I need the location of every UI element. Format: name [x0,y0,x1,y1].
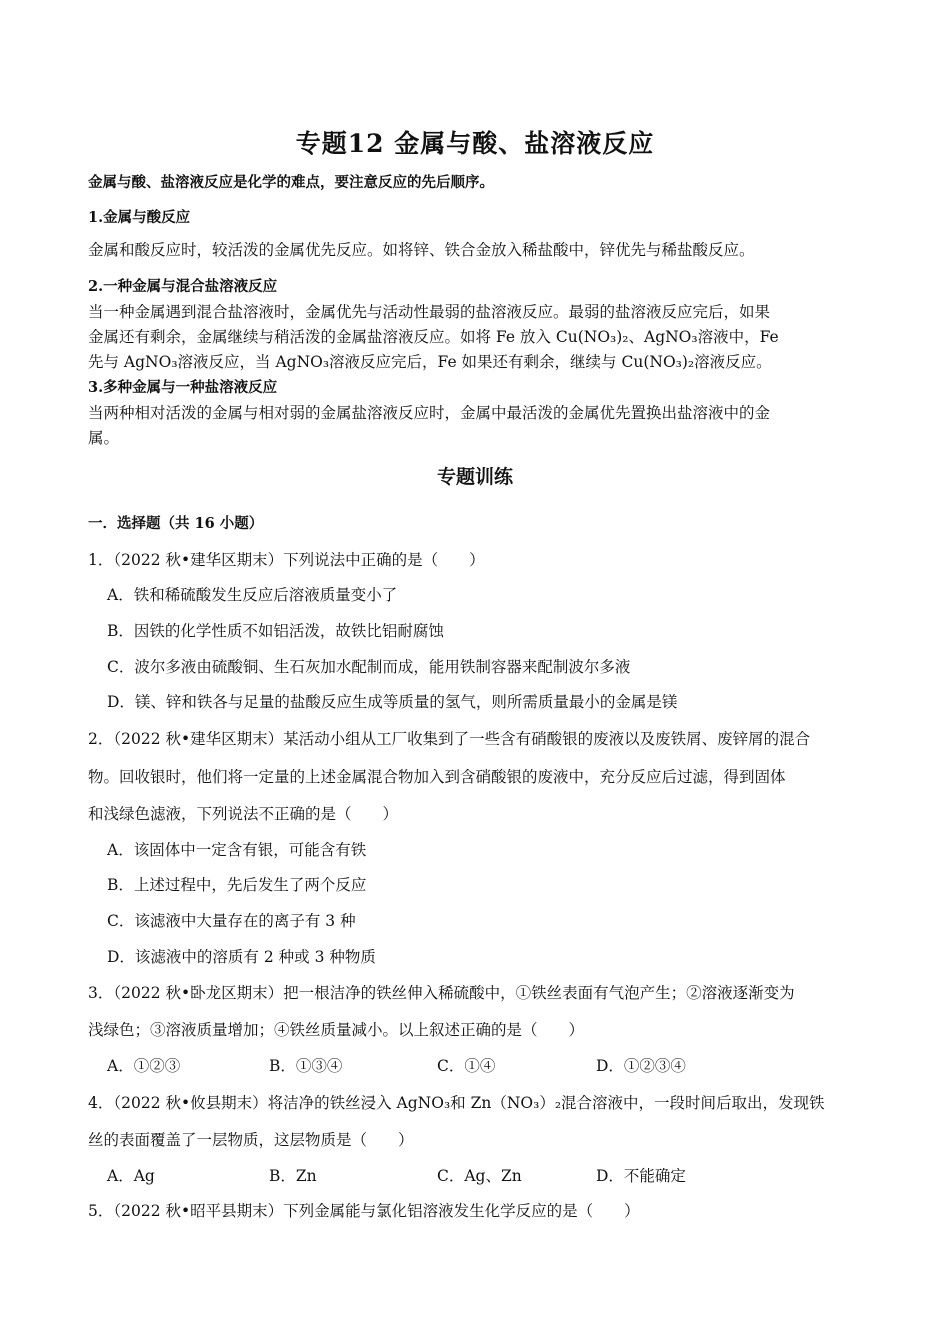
document-title: 专题12 金属与酸、盐溶液反应 [295,129,655,158]
question-1-option-c: C．波尔多液由硫酸铜、生石灰加水配制而成，能用铁制容器来配制波尔多液 [107,658,631,676]
question-3-option-a: A．①②③ [107,1057,181,1075]
question-5-line-1: 5．（2022 秋•昭平县期末）下列金属能与氯化铝溶液发生化学反应的是（ ） [88,1202,640,1220]
question-2-option-b: B．上述过程中，先后发生了两个反应 [107,876,367,894]
question-1-line-1: 1．（2022 秋•建华区期末）下列说法中正确的是（ ） [88,551,485,569]
section-body-2-line-1: 当一种金属遇到混合盐溶液时，金属优先与活动性最弱的盐溶液反应。最弱的盐溶液反应完后，如果 [88,303,771,321]
question-2-line-2: 物。回收银时，他们将一定量的上述金属混合物加入到含硝酸银的废液中，充分反应后过滤，得到固体 [88,768,786,786]
question-2-option-a: A．该固体中一定含有银，可能含有铁 [107,841,367,859]
question-4-option-a: A．Ag [107,1167,155,1185]
section-heading-2: 2.一种金属与混合盐溶液反应 [88,278,278,295]
question-1-option-b: B．因铁的化学性质不如铝活泼，故铁比铝耐腐蚀 [107,622,444,640]
section-heading-1: 1.金属与酸反应 [88,209,191,226]
section-body-2-line-3: 先与 AgNO₃溶液反应，当 AgNO₃溶液反应完后，Fe 如果还有剩余，继续与 Cu(NO₃)₂溶液反应。 [88,353,772,371]
question-1-option-a: A．铁和稀硫酸发生反应后溶液质量变小了 [107,586,398,604]
question-3-line-2: 浅绿色；③溶液质量增加；④铁丝质量减小。以上叙述正确的是（ ） [88,1021,585,1039]
question-4-option-c: C．Ag、Zn [437,1167,522,1185]
section-body-3-line-2: 属。 [88,429,120,447]
question-4-line-2: 丝的表面覆盖了一层物质，这层物质是（ ） [88,1131,414,1149]
intro-text: 金属与酸、盐溶液反应是化学的难点，要注意反应的先后顺序。 [88,174,494,191]
section-heading-3: 3.多种金属与一种盐溶液反应 [88,379,278,396]
section-body-1-line-1: 金属和酸反应时，较活泼的金属优先反应。如将锌、铁合金放入稀盐酸中，锌优先与稀盐酸反应。 [88,241,755,259]
question-3-line-1: 3．（2022 秋•卧龙区期末）把一根洁净的铁丝伸入稀硫酸中，①铁丝表面有气泡产生；②溶液逐渐变为 [88,984,795,1002]
question-2-option-d: D．该滤液中的溶质有 2 种或 3 种物质 [107,948,376,966]
section-body-3-line-1: 当两种相对活泼的金属与相对弱的金属盐溶液反应时，金属中最活泼的金属优先置换出盐溶液中的金 [88,404,771,422]
part-title: 一．选择题（共 16 小题） [88,515,264,532]
question-2-line-3: 和浅绿色滤液，下列说法不正确的是（ ） [88,805,399,823]
question-3-option-c: C．①④ [437,1057,496,1075]
section-body-2-line-2: 金属还有剩余，金属继续与稍活泼的金属盐溶液反应。如将 Fe 放入 Cu(NO₃)₂、AgNO₃溶液中，Fe [88,328,779,346]
question-4-option-b: B．Zn [269,1167,317,1185]
question-4-line-1: 4．（2022 秋•攸县期末）将洁净的铁丝浸入 AgNO₃和 Zn（NO₃）₂混合溶液中，一段时间后取出，发现铁 [88,1094,825,1112]
question-2-line-1: 2．（2022 秋•建华区期末）某活动小组从工厂收集到了一些含有硝酸银的废液以及废铁屑、废锌屑的混合 [88,730,811,748]
question-2-option-c: C．该滤液中大量存在的离子有 3 种 [107,912,356,930]
question-1-option-d: D．镁、锌和铁各与足量的盐酸反应生成等质量的氢气，则所需质量最小的金属是镁 [107,693,678,711]
question-3-option-b: B．①③④ [269,1057,343,1075]
question-4-option-d: D．不能确定 [596,1167,686,1185]
practice-title: 专题训练 [436,466,513,488]
question-3-option-d: D．①②③④ [596,1057,686,1075]
